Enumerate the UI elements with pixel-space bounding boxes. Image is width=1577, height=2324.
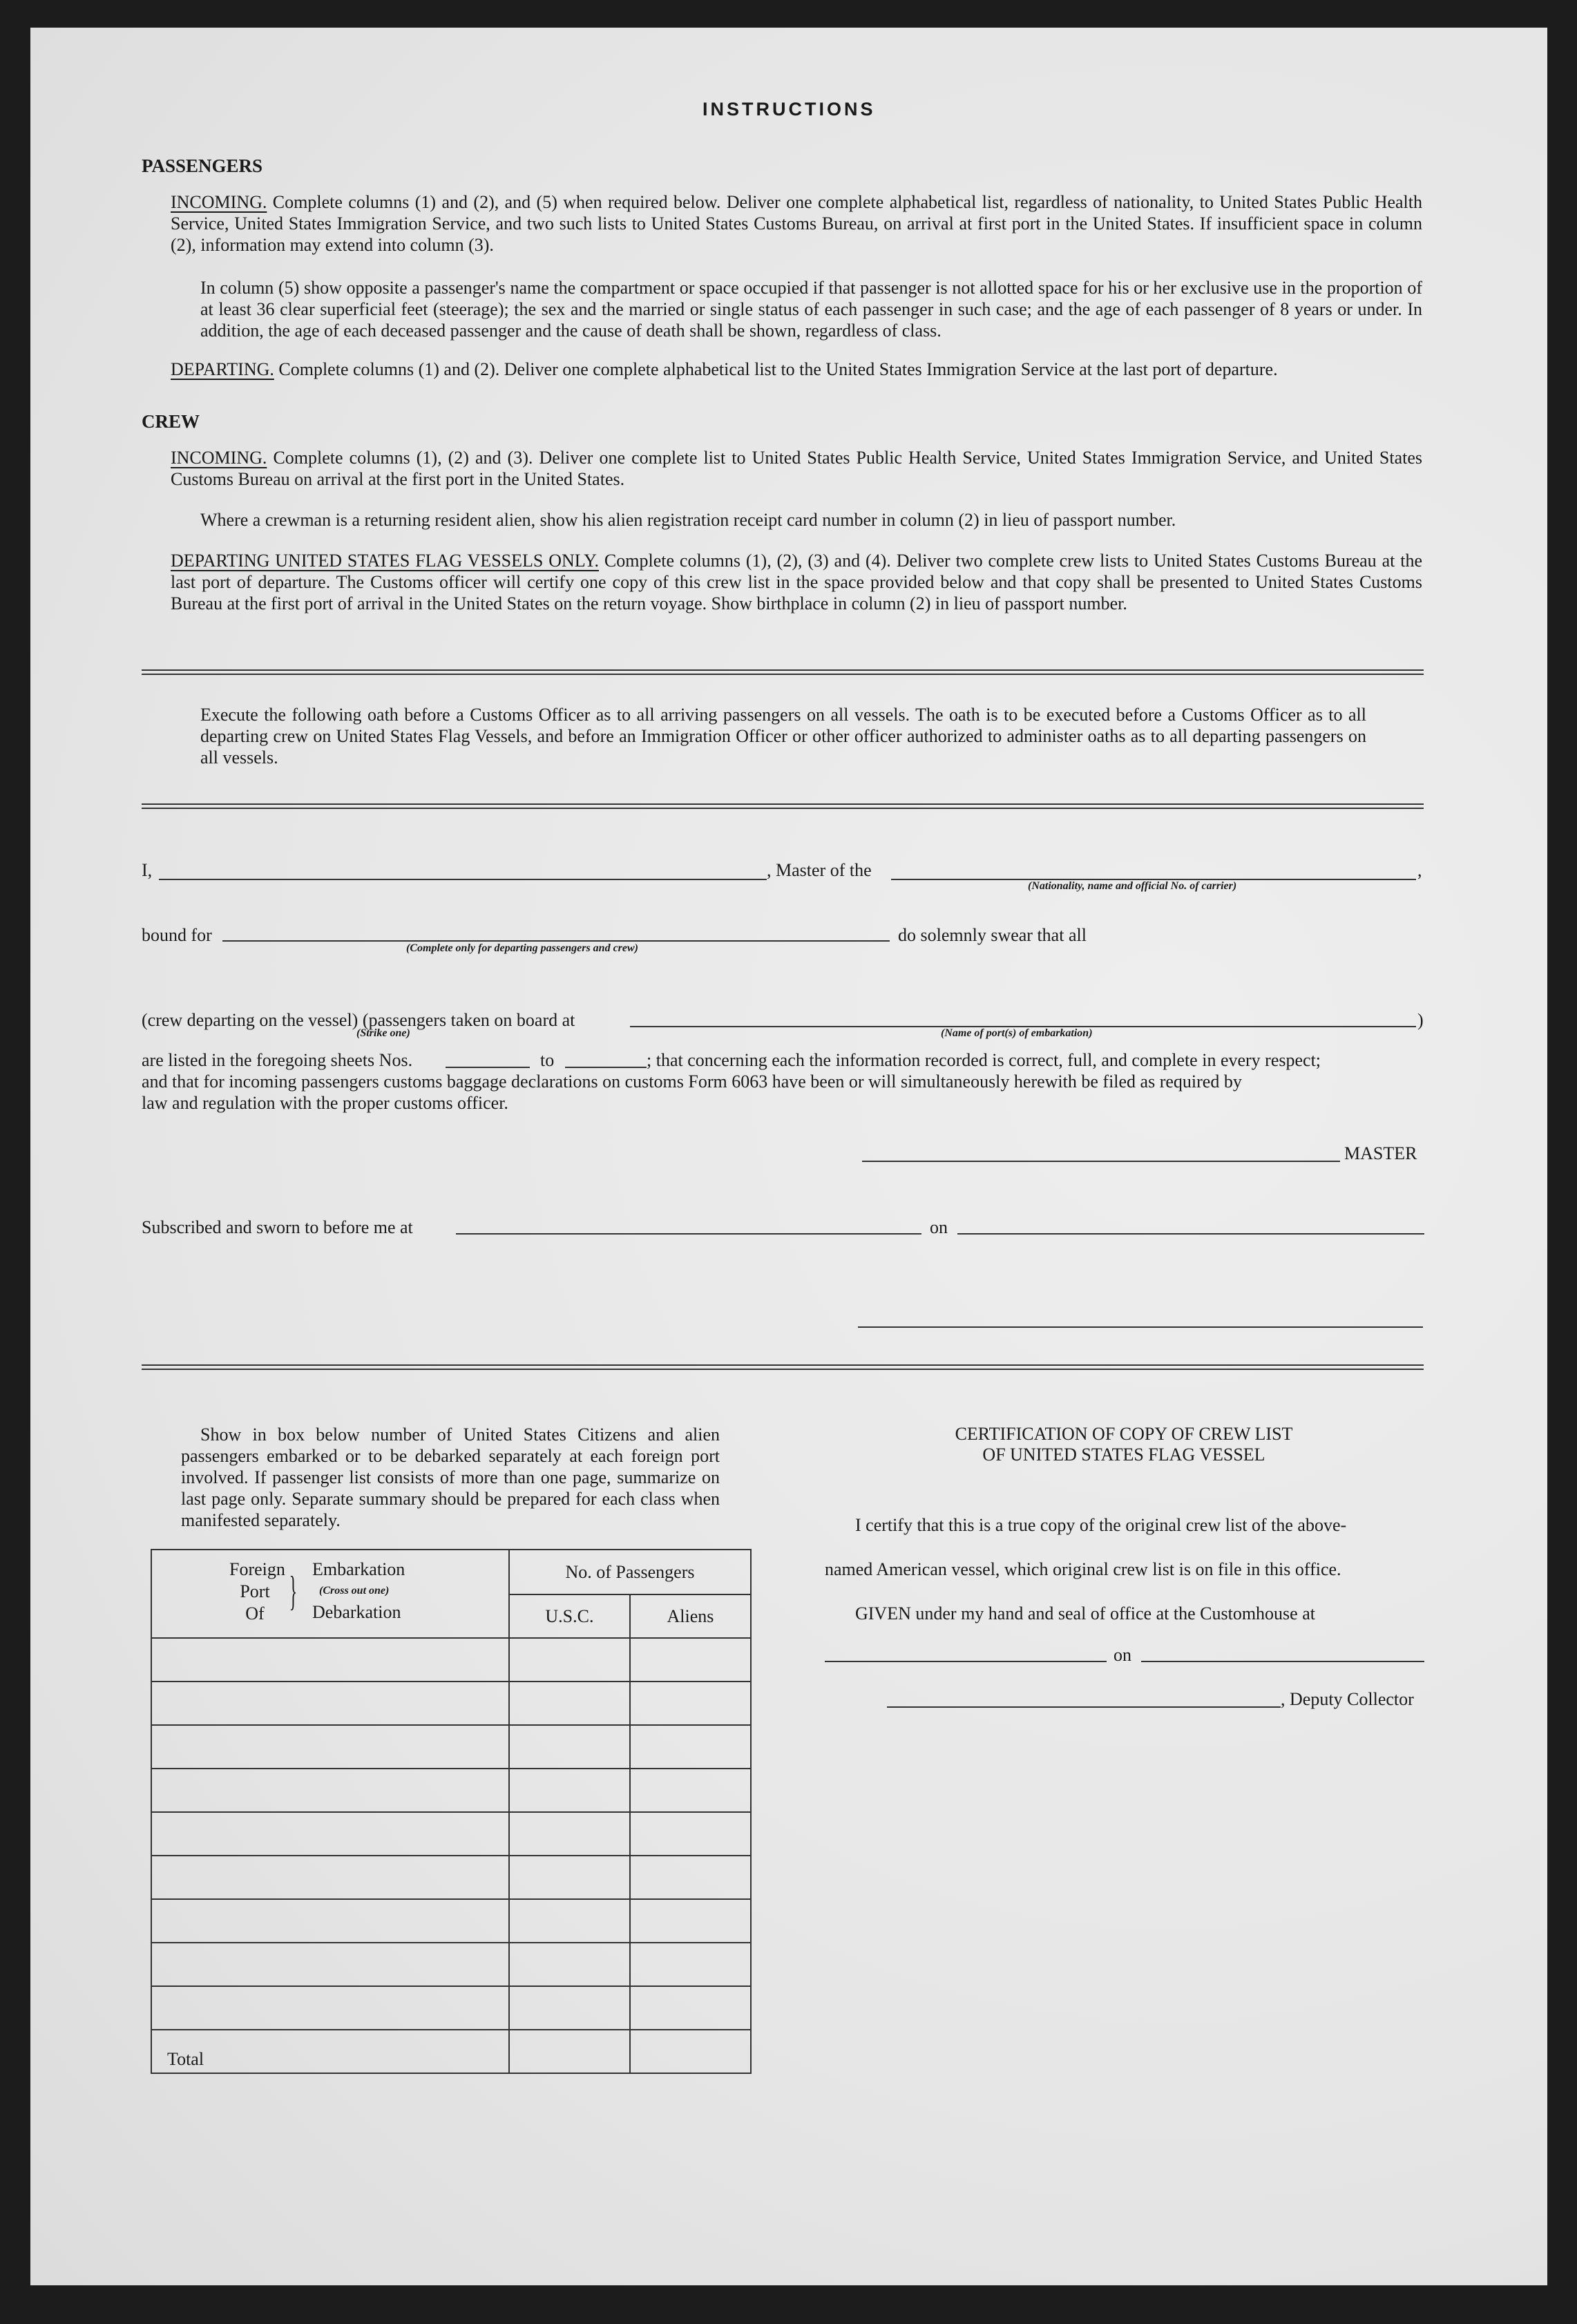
usc-cell[interactable] bbox=[509, 1943, 630, 1986]
aliens-cell[interactable] bbox=[630, 1725, 751, 1769]
total-row bbox=[151, 2030, 751, 2073]
usc-cell[interactable] bbox=[509, 1856, 630, 1899]
usc-total-cell[interactable] bbox=[509, 2030, 630, 2073]
table-row bbox=[151, 1769, 751, 1812]
port-header bbox=[151, 1550, 509, 1638]
divider bbox=[142, 1364, 1424, 1370]
embarkation-label: Embarkation bbox=[312, 1559, 405, 1579]
embarkation-hint: (Name of port(s) of embarkation) bbox=[941, 1027, 1093, 1039]
passengers-departing-paragraph bbox=[171, 359, 1422, 380]
carrier-hint: (Nationality, name and official No. of carrier) bbox=[1028, 880, 1237, 892]
aliens-cell[interactable] bbox=[630, 1682, 751, 1725]
passenger-summary-table bbox=[151, 1549, 752, 2074]
aliens-cell[interactable] bbox=[630, 1856, 751, 1899]
crew-departing-label: DEPARTING UNITED STATES FLAG VESSELS ONLY. bbox=[171, 551, 599, 571]
certification-title-line1: CERTIFICATION OF COPY OF CREW LIST bbox=[955, 1424, 1293, 1444]
passengers-departing-text: Complete columns (1) and (2). Deliver one complete alphabetical list to the United States Immigration Service at the last port of departure. bbox=[278, 359, 1278, 379]
port-cell[interactable] bbox=[151, 1812, 509, 1856]
crew-resident-paragraph: Where a crewman is a returning resident alien, show his alien registration receipt card number in column (2) in lieu of passport number. bbox=[200, 510, 1176, 530]
sheet-to-field[interactable] bbox=[565, 1067, 647, 1068]
table-row bbox=[151, 1899, 751, 1943]
port-cell[interactable] bbox=[151, 1682, 509, 1725]
sworn-on-label: on bbox=[930, 1217, 948, 1237]
total-label: Total bbox=[151, 2030, 509, 2073]
port-cell[interactable] bbox=[151, 1899, 509, 1943]
aliens-cell[interactable] bbox=[630, 1986, 751, 2030]
divider bbox=[142, 669, 1424, 675]
listed-in-label: are listed in the foregoing sheets Nos. bbox=[142, 1050, 413, 1070]
aliens-cell[interactable] bbox=[630, 1899, 751, 1943]
aliens-cell[interactable] bbox=[630, 1638, 751, 1682]
subscribed-label: Subscribed and sworn to before me at bbox=[142, 1217, 413, 1237]
port-cell[interactable] bbox=[151, 1856, 509, 1899]
swear-label: do solemnly swear that all bbox=[898, 925, 1087, 945]
port-cell[interactable] bbox=[151, 1725, 509, 1769]
master-of-the-label: , Master of the bbox=[767, 860, 872, 880]
master-signature-field[interactable] bbox=[862, 1161, 1340, 1162]
bound-for-label: bound for bbox=[142, 925, 212, 945]
foreign-label: Foreign bbox=[229, 1559, 285, 1579]
usc-cell[interactable] bbox=[509, 1899, 630, 1943]
usc-header: U.S.C. bbox=[509, 1594, 630, 1638]
crew-departing-text: Complete columns (1), (2), (3) and (4). Deliver two complete crew lists to United States Customs Bureau at the last port of departure. The Customs officer will certify one copy of this crew list in the space provided below and that copy shall be presented to United States Customs Bureau at the first port of arrival in the United States on the return voyage. Show birthplace in column (2) in lieu of passport number. bbox=[171, 551, 1423, 613]
master-name-field[interactable] bbox=[159, 879, 767, 880]
bound-for-field[interactable] bbox=[222, 940, 890, 942]
passengers-incoming-text: Complete columns (1) and (2), and (5) when required below. Deliver one complete alphabetical list, regardless of nationality, to United States Public Health Service, United States Immigration Service, and two such lists to United States Customs Bureau, on arrival at first port in the United States. If insufficient space in column (2), information may extend into column (3). bbox=[171, 192, 1423, 255]
crew-incoming-text: Complete columns (1), (2) and (3). Deliver one complete list to United States Public Health Service, United States Immigration Service, and United States Customs Bureau on arrival at the first port in the United States. bbox=[171, 448, 1422, 489]
passengers-incoming-paragraph bbox=[171, 191, 1422, 256]
cross-out-hint: (Cross out one) bbox=[319, 1585, 390, 1597]
customhouse-field[interactable] bbox=[825, 1661, 1107, 1662]
sworn-place-field[interactable] bbox=[456, 1233, 921, 1235]
summary-instructions: Show in box below number of United States Citizens and alien passengers embarked or to be debarked separately at each foreign port involved. If passenger list consists of more than one page, summarize on last page only. Separate summary should be prepared for each class when manifested separately. bbox=[181, 1425, 720, 1530]
aliens-cell[interactable] bbox=[630, 1812, 751, 1856]
crew-passengers-label: (crew departing on the vessel) (passengers taken on board at bbox=[142, 1010, 575, 1030]
crew-departing-paragraph bbox=[171, 550, 1422, 614]
table-row bbox=[151, 1943, 751, 1986]
listed-line3: law and regulation with the proper customs officer. bbox=[142, 1093, 508, 1113]
certification-date-field[interactable] bbox=[1141, 1661, 1424, 1662]
usc-cell[interactable] bbox=[509, 1638, 630, 1682]
usc-cell[interactable] bbox=[509, 1812, 630, 1856]
certify-line2: named American vessel, which original crew list is on file in this office. bbox=[825, 1559, 1341, 1579]
passengers-column5-paragraph: In column (5) show opposite a passenger's name the compartment or space occupied if that passenger is not allotted space for his or her exclusive use in the proportion of at least 36 clear superficial feet (steerage); the sex and the married or single status of each passenger in such case; and the age of each passenger of 8 years or under. In addition, the age of each deceased passenger and the cause of death shall be shown, regardless of class. bbox=[200, 278, 1422, 341]
table-row bbox=[151, 1682, 751, 1725]
bound-for-hint: (Complete only for departing passengers and crew) bbox=[406, 942, 638, 954]
port-cell[interactable] bbox=[151, 1638, 509, 1682]
officer-signature-field[interactable] bbox=[858, 1326, 1423, 1328]
close-paren: ) bbox=[1417, 1010, 1424, 1030]
port-label: Port bbox=[240, 1581, 270, 1601]
listed-rest: ; that concerning each the information recorded is correct, full, and complete in every respect; bbox=[647, 1050, 1321, 1070]
certify-line1: I certify that this is a true copy of the original crew list of the above- bbox=[855, 1515, 1347, 1535]
page-title: INSTRUCTIONS bbox=[703, 99, 876, 120]
port-cell[interactable] bbox=[151, 1943, 509, 1986]
bracket-icon: } bbox=[289, 1568, 298, 1614]
crew-incoming-paragraph bbox=[171, 447, 1422, 490]
usc-cell[interactable] bbox=[509, 1682, 630, 1725]
comma: , bbox=[1417, 860, 1422, 880]
table-row bbox=[151, 1856, 751, 1899]
aliens-cell[interactable] bbox=[630, 1769, 751, 1812]
table-row bbox=[151, 1725, 751, 1769]
crew-incoming-label: INCOMING. bbox=[171, 448, 267, 468]
passengers-heading: PASSENGERS bbox=[142, 155, 263, 176]
usc-cell[interactable] bbox=[509, 1769, 630, 1812]
certification-title-line2: OF UNITED STATES FLAG VESSEL bbox=[982, 1445, 1265, 1465]
aliens-total-cell[interactable] bbox=[630, 2030, 751, 2073]
divider bbox=[142, 803, 1424, 809]
certification-on-label: on bbox=[1114, 1645, 1131, 1665]
table-row bbox=[151, 1812, 751, 1856]
table-row bbox=[151, 1986, 751, 2030]
aliens-cell[interactable] bbox=[630, 1943, 751, 1986]
master-label: MASTER bbox=[1344, 1143, 1417, 1163]
table-row bbox=[151, 1638, 751, 1682]
port-cell[interactable] bbox=[151, 1986, 509, 2030]
sheet-from-field[interactable] bbox=[446, 1067, 530, 1068]
port-cell[interactable] bbox=[151, 1769, 509, 1812]
oath-intro: Execute the following oath before a Customs Officer as to all arriving passengers on all vessels. The oath is to be executed before a Customs Officer as to all departing crew on United States Flag Vessels, and before an Immigration Officer or other officer authorized to administer oaths as to all departing passengers on all vessels. bbox=[200, 705, 1366, 768]
oath-i-label: I, bbox=[142, 860, 153, 880]
debarkation-label: Debarkation bbox=[312, 1602, 401, 1622]
of-label: Of bbox=[245, 1603, 265, 1623]
passengers-incoming-label: INCOMING. bbox=[171, 192, 267, 212]
no-passengers-header: No. of Passengers bbox=[509, 1550, 751, 1594]
listed-line2: and that for incoming passengers customs baggage declarations on customs Form 6063 have been or will simultaneously herewith be filed as required by bbox=[142, 1071, 1242, 1092]
passengers-departing-label: DEPARTING. bbox=[171, 359, 274, 379]
crew-heading: CREW bbox=[142, 411, 200, 432]
sworn-date-field[interactable] bbox=[957, 1233, 1424, 1235]
deputy-collector-label: , Deputy Collector bbox=[1281, 1689, 1414, 1709]
given-line: GIVEN under my hand and seal of office at the Customhouse at bbox=[855, 1603, 1315, 1623]
to-label: to bbox=[540, 1050, 555, 1070]
aliens-header: Aliens bbox=[630, 1594, 751, 1638]
strike-one-hint: (Strike one) bbox=[356, 1027, 410, 1039]
deputy-signature-field[interactable] bbox=[887, 1706, 1281, 1708]
usc-cell[interactable] bbox=[509, 1986, 630, 2030]
usc-cell[interactable] bbox=[509, 1725, 630, 1769]
